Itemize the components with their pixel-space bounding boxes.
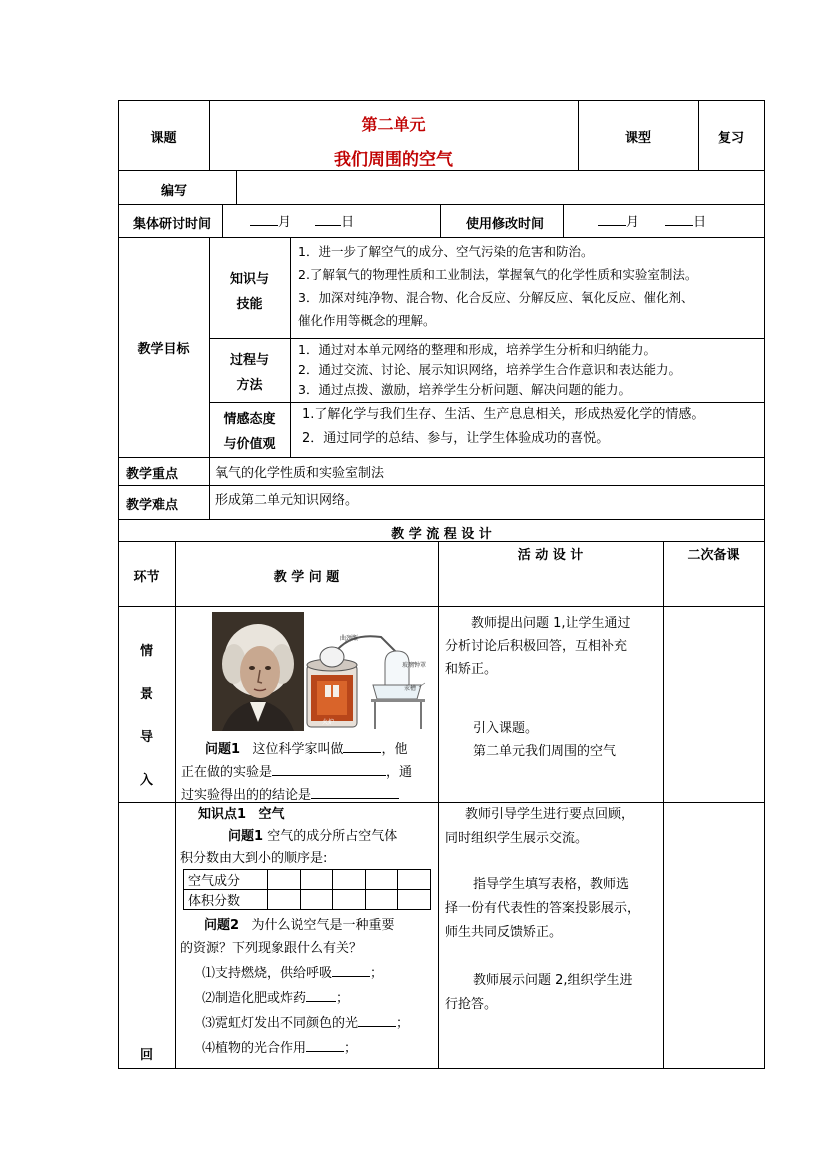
air-composition-table	[183, 869, 431, 910]
key-label: 教学重点	[126, 467, 179, 482]
process-items: 1．通过对本单元网络的整理和形成，培养学生分析和归纳能力。 2．通过交流、讨论、展示知识网络，培养学生合作意识和表达能力。 3．通过点拨、激励，培养学生分析问题、解决问题的能力。	[298, 342, 681, 397]
air-table-cell[interactable]	[300, 890, 333, 910]
scientist-portrait	[212, 612, 304, 731]
review-stage: 回	[139, 1048, 153, 1063]
air-table-cell[interactable]	[398, 870, 431, 890]
col-question: 教 学 问 题	[273, 570, 340, 585]
revise-time-date: 月 日	[598, 211, 706, 230]
revise-time-label: 使用修改时间	[466, 217, 545, 232]
emotion-items: 1.了解化学与我们生存、生活、生产息息相关，形成热爱化学的情感。 2．通过同学的总结、参与，让学生体验成功的喜悦。	[302, 407, 705, 446]
emotion-label: 情感态度 与价值观	[223, 412, 276, 452]
difficulty-value: 形成第二单元知识网络。	[215, 493, 359, 508]
air-table-cell[interactable]	[365, 890, 398, 910]
topic-label: 课题	[150, 131, 177, 146]
intro-stage: 情 景 导 入	[139, 644, 153, 788]
lesson-type-label: 课型	[624, 131, 651, 146]
apparatus-label-furnace: 火炉	[322, 719, 335, 726]
air-table-cell[interactable]	[333, 870, 366, 890]
knowledge-label: 知识与 技能	[229, 272, 269, 312]
apparatus-label-belljar: 玻璃钟罩	[402, 662, 427, 669]
group-time-date: 月 日	[250, 211, 354, 230]
air-table-cell[interactable]	[300, 870, 333, 890]
intro-question-1: 问题1 这位科学家叫做 ，他 正在做的实验是 ，通 过实验得出的的结论是	[181, 742, 413, 803]
process-label: 过程与 方法	[229, 353, 269, 393]
air-table-cell[interactable]	[333, 890, 366, 910]
review-question-2: 问题2 为什么说空气是一种重要 的资源？下列现象跟什么有关？ ⑴支持燃烧，供给呼吸 ； ⑵制造化肥或炸药 ； ⑶霓虹灯发出不同颜色的光 ； ⑷植物的光合作用 ；	[180, 918, 410, 1056]
difficulty-label: 教学难点	[126, 498, 179, 513]
intro-activity: 教师提出问题 1,让学生通过 分析讨论后积极回答，互相补充 和矫正。 引入课题。 第二单元我们周围的空气	[445, 616, 631, 759]
review-activity: 教师引导学生进行要点回顾， 同时组织学生展示交流。 指导学生填写表格，教师选 择一份有代表性的答案投影展示， 师生共同反馈矫正。 教师展示问题 2,组织学生进 行抢答。	[445, 807, 641, 1012]
knowledge-point-1: 知识点1 空气 问题1 空气的成分所占空气体 积分数由大到小的顺序是:	[180, 807, 398, 866]
knowledge-items: 1．进一步了解空气的成分、空气污染的危害和防治。 2.了解氧气的物理性质和工业制法，掌握氧气的化学性质和实验室制法。 3．加深对纯净物、混合物、化合反应、分解反应、氧化反应、催化剂、 催化作用等概念的理解。	[298, 244, 698, 328]
apparatus-diagram	[303, 627, 436, 731]
air-table-cell[interactable]	[365, 870, 398, 890]
col-second-prep: 二次备课	[687, 548, 740, 563]
col-activity: 活 动 设 计	[517, 548, 584, 563]
air-table-header-fraction: 体积分数	[184, 890, 268, 910]
unit-title: 第二单元	[361, 115, 426, 134]
lesson-type-value: 复习	[717, 131, 744, 146]
group-time-label: 集体研讨时间	[133, 217, 212, 232]
flow-title: 教 学 流 程 设 计	[391, 527, 492, 542]
air-table-cell[interactable]	[268, 870, 301, 890]
air-table-cell[interactable]	[398, 890, 431, 910]
air-table-header-component: 空气成分	[184, 870, 268, 890]
air-table-cell[interactable]	[268, 890, 301, 910]
editor-label: 编写	[161, 184, 188, 199]
key-value: 氧气的化学性质和实验室制法	[215, 466, 385, 481]
apparatus-label-trough: 汞槽	[404, 685, 417, 692]
apparatus-label-retort: 曲颈甑	[340, 635, 359, 642]
col-stage: 环节	[133, 570, 160, 585]
goals-label: 教学目标	[137, 342, 190, 357]
unit-subtitle: 我们周围的空气	[334, 150, 453, 170]
